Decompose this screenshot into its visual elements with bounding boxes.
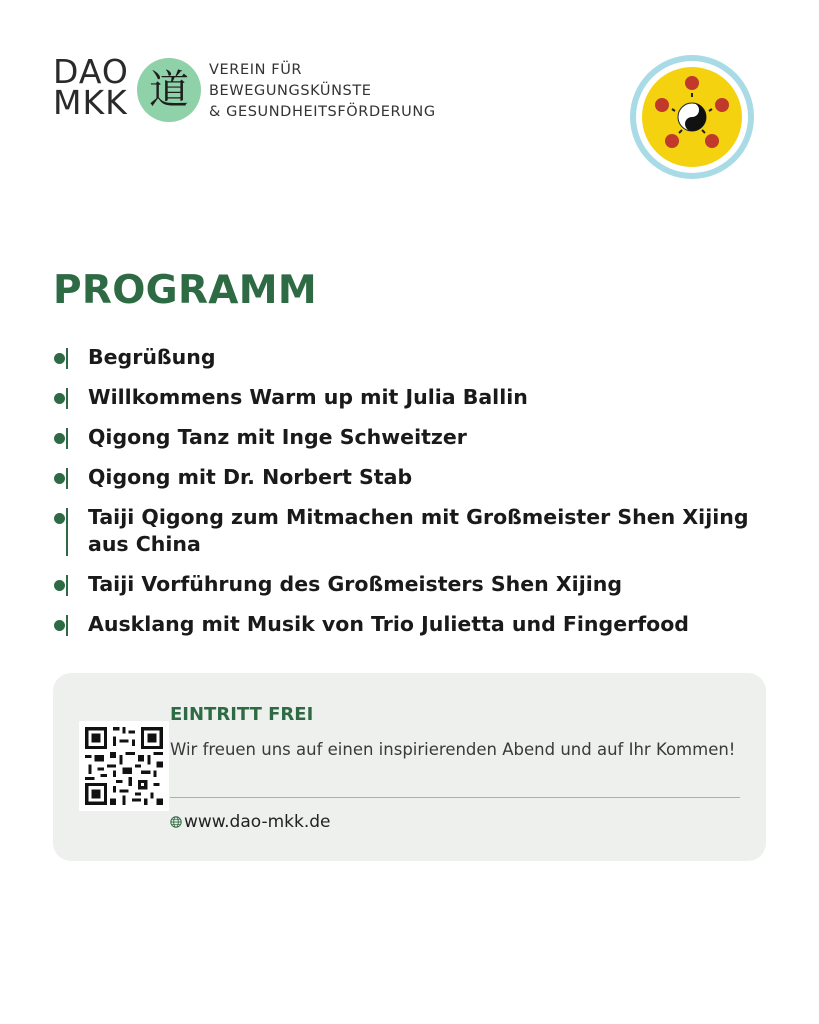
invitation-text: Wir freuen uns auf einen inspirierenden Abend und auf Ihr Kommen!: [170, 740, 736, 759]
bullet-icon: [53, 575, 69, 596]
list-item-text: Qigong mit Dr. Norbert Stab: [88, 465, 413, 489]
logo-wordmark: [53, 52, 129, 122]
logo-wordmark-line2: MKK: [53, 83, 128, 122]
bullet-icon: [53, 468, 69, 489]
org-name-line2: BEWEGUNGSKÜNSTE: [209, 83, 372, 99]
list-item: [53, 344, 773, 371]
info-box: [53, 673, 766, 861]
bullet-icon: [53, 348, 69, 369]
divider: [170, 797, 740, 798]
dao-logo-icon: 道: [137, 58, 201, 122]
list-item-text: Taiji Qigong zum Mitmachen mit Großmeister Shen Xijing aus China: [88, 505, 749, 556]
org-name-line1: VEREIN FÜR: [209, 62, 303, 78]
website-link[interactable]: [170, 812, 331, 832]
list-item-text: Willkommens Warm up mit Julia Ballin: [88, 385, 528, 409]
globe-icon: [170, 816, 182, 828]
bullet-icon: [53, 428, 69, 449]
qr-code[interactable]: [79, 721, 169, 811]
list-item: [53, 504, 773, 558]
bullet-icon: [53, 508, 69, 556]
list-item-text: Ausklang mit Musik von Trio Julietta und Fingerfood: [88, 612, 689, 636]
list-item: [53, 464, 773, 491]
list-item: [53, 384, 773, 411]
list-item-text: Begrüßung: [88, 345, 216, 369]
dao-mkk-logo: [53, 52, 436, 126]
org-name: [209, 60, 436, 123]
taiji-emblem-icon: [628, 53, 756, 181]
list-item: [53, 611, 773, 638]
list-item-text: Taiji Vorführung des Großmeisters Shen Xijing: [88, 572, 623, 596]
list-item: [53, 424, 773, 451]
bullet-icon: [53, 388, 69, 409]
page-title: PROGRAMM: [53, 268, 318, 313]
logo-wordmark-line1: DAO: [53, 52, 129, 91]
list-item: [53, 571, 773, 598]
bullet-icon: [53, 615, 69, 636]
admission-heading: EINTRITT FREI: [170, 704, 314, 725]
website-url: www.dao-mkk.de: [184, 812, 331, 832]
program-list: [53, 344, 773, 651]
org-name-line3: & GESUNDHEITSFÖRDERUNG: [209, 104, 436, 120]
list-item-text: Qigong Tanz mit Inge Schweitzer: [88, 425, 467, 449]
